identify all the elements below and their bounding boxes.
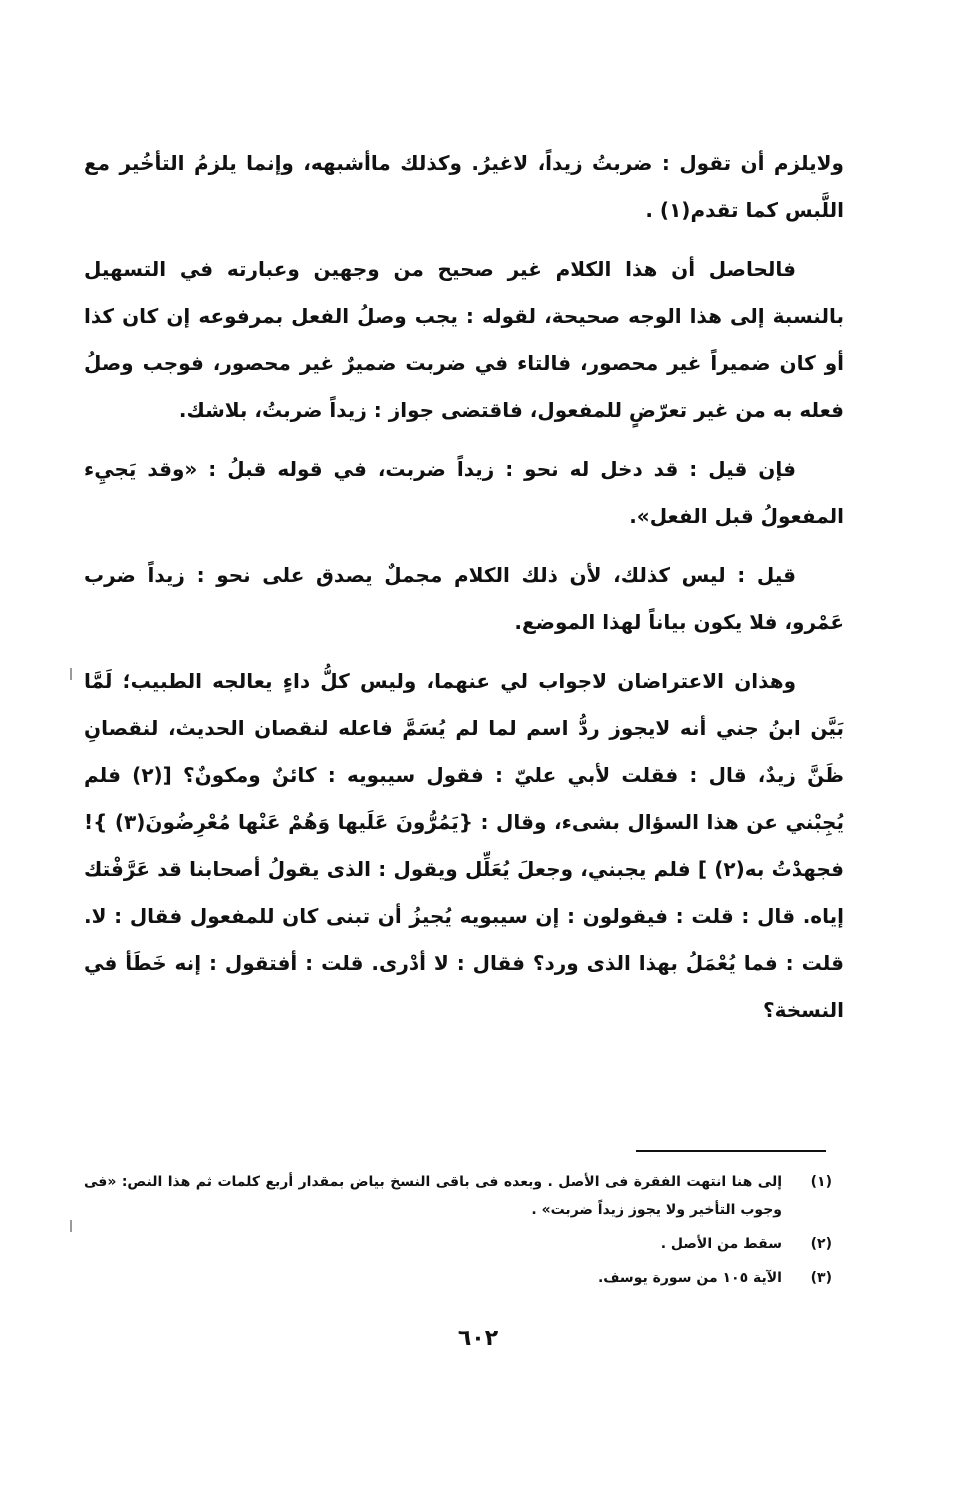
- scan-edge-mark: [70, 1220, 72, 1232]
- paragraph-4: قيل : ليس كذلك، لأن ذلك الكلام مجملٌ يصدق على نحو : زيداً ضرب عَمْرو، فلا يكون بياناً لهذا الموضع.: [84, 563, 844, 634]
- paragraph-1: ولايلزم أن تقول : ضربتُ زيداً، لاغيرُ. وكذلك ماأشبهه، وإنما يلزمُ التأخُير مع اللَّبس كما تقدم(١) .: [84, 151, 844, 222]
- footnote-number: (١): [810, 1174, 832, 1190]
- footnote-text: سقط من الأصل .: [660, 1236, 782, 1252]
- footnote-text: إلى هنا انتهت الفقرة فى الأصل . وبعده فى باقى النسخ بياض بمقدار أربع كلمات ثم هذا النص: «فى وجوب التأخير ولا يجوز زيداً ضربت» .: [84, 1174, 782, 1218]
- paragraph-3: فإن قيل : قد دخل له نحو : زيداً ضربت، في قوله قبلُ : «وقد يَجيِء المفعولُ قبل الفعل».: [84, 457, 844, 528]
- footnote-1: [84, 1168, 844, 1224]
- footnote-3: [84, 1264, 844, 1292]
- scan-edge-mark: [70, 668, 72, 680]
- footnote-2: [84, 1230, 844, 1258]
- footnotes: [84, 1168, 844, 1298]
- footnote-separator: [636, 1150, 826, 1152]
- footnote-number: (٢): [810, 1236, 832, 1252]
- paragraph-5: وهذان الاعتراضان لاجواب لي عنهما، وليس كلُّ داءٍ يعالجه الطبيب؛ لَمَّا بَيَّن ابنُ جني أنه لايجوز ردُّ اسم لما لم يُسَمَّ فاعله لنقصان الحديث، لنقصانِ ظَنَّ زيدٌ، قال : فقلت لأبي عليّ : فقول سيبويه : كائنٌ ومكونٌ؟ [(٢) فلم يُجِبْني عن هذا السؤال بشىء، وقال : {يَمُرُّونَ عَلَيها وَهُمْ عَنْها مُعْرِضُونَ(٣) }! فجهدْتُ به(٢) ] فلم يجبني، وجعلَ يُعَلِّل ويقول : الذى يقولُ أصحابنا قد عَرَّفْتك إياه. قال : قلت : فيقولون : إن سيبويه يُجيزُ أن تبنى كان للمفعول فقال : لا. قلت : فما يُعْمَلُ بهذا الذى ورد؟ فقال : لا أدْرى. قلت : أفتقول : إنه خَطَأ في النسخة؟: [84, 669, 845, 1022]
- main-text: [84, 140, 844, 1046]
- page-number: ٦٠٢: [457, 1326, 499, 1351]
- footnote-text: الآية ١٠٥ من سورة يوسف.: [597, 1270, 782, 1286]
- paragraph-2: فالحاصل أن هذا الكلام غير صحيح من وجهين وعبارته في التسهيل بالنسبة إلى هذا الوجه صحيحة، لقوله : يجب وصلُ الفعل بمرفوعه إن كان كذا أو كان ضميراً غير محصور، فالتاء في ضربت ضميرٌ غير محصور، فوجب وصلُ فعله به من غير تعرّضٍ للمفعول، فاقتضى جواز : زيداً ضربتُ، بلاشك.: [84, 257, 844, 422]
- footnote-number: (٣): [810, 1270, 832, 1286]
